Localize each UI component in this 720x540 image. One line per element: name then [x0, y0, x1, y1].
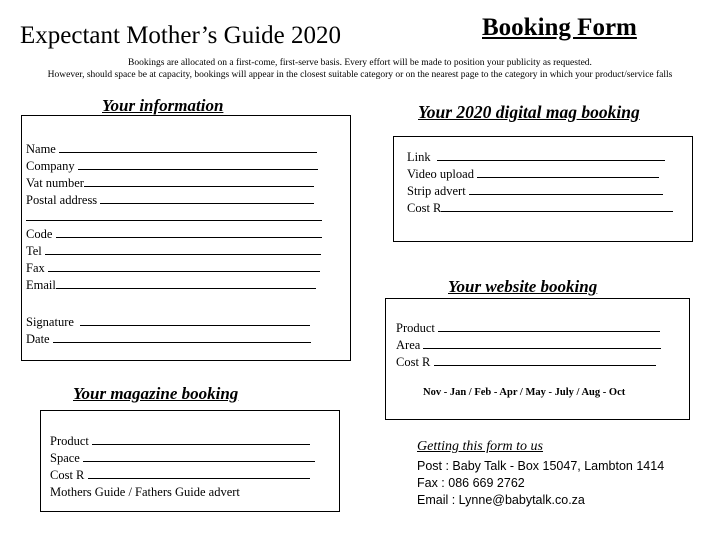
- name-label: Name: [26, 142, 56, 156]
- signature-date-fields: [26, 314, 311, 348]
- vat-line: [84, 175, 314, 187]
- date-field[interactable]: [26, 331, 311, 348]
- tel-field[interactable]: [26, 243, 322, 260]
- code-field[interactable]: [26, 226, 322, 243]
- website-cost-label: Cost R: [396, 355, 431, 369]
- magazine-advert-type[interactable]: [50, 484, 315, 501]
- contact-details: [417, 458, 664, 509]
- name-line: [59, 141, 317, 153]
- company-line: [78, 158, 318, 170]
- vat-field[interactable]: [26, 175, 322, 192]
- contact-email[interactable]: Email : Lynne@babytalk.co.za: [417, 493, 585, 507]
- video-upload-field[interactable]: [407, 166, 673, 183]
- your-information-fields: [26, 141, 322, 294]
- magazine-cost-label: Cost R: [50, 468, 85, 482]
- link-field[interactable]: [407, 149, 673, 166]
- digital-cost-line: [441, 200, 673, 212]
- video-upload-label: Video upload: [407, 167, 474, 181]
- magazine-product-line: [92, 433, 310, 445]
- vat-label: Vat number: [26, 176, 84, 190]
- strip-advert-label: Strip advert: [407, 184, 466, 198]
- magazine-heading: Your magazine booking: [73, 384, 239, 403]
- magazine-product-label: Product: [50, 434, 89, 448]
- email-field[interactable]: [26, 277, 322, 294]
- date-line: [53, 331, 311, 343]
- code-label: Code: [26, 227, 53, 241]
- contact-fax: Fax : 086 669 2762: [417, 476, 525, 490]
- contact-post: Post : Baby Talk - Box 15047, Lambton 1414: [417, 459, 665, 473]
- postal-extra-line: [26, 209, 322, 221]
- digital-mag-fields: [407, 149, 673, 217]
- company-field[interactable]: [26, 158, 322, 175]
- magazine-advert-label: Mothers Guide / Fathers Guide advert: [50, 485, 240, 499]
- website-product-line: [438, 320, 660, 332]
- booking-form-title: [482, 14, 637, 42]
- email-line: [56, 277, 316, 289]
- magazine-fields: [50, 433, 315, 501]
- company-label: Company: [26, 159, 75, 173]
- magazine-cost-line: [88, 467, 310, 479]
- website-cost-line: [434, 354, 656, 366]
- digital-mag-heading: Your 2020 digital mag booking: [418, 102, 640, 122]
- contact-heading: Getting this form to us: [417, 439, 544, 454]
- website-heading: Your website booking: [448, 277, 598, 296]
- website-area-line: [423, 337, 661, 349]
- postal-label: Postal address: [26, 193, 98, 207]
- code-line: [56, 226, 322, 238]
- strip-advert-field[interactable]: [407, 183, 673, 200]
- capacity-note: However, should space be at capacity, bookings will appear in the closest suitable category or on the nearest page to the category in which your product/service falls: [47, 70, 673, 80]
- magazine-space-line: [83, 450, 315, 462]
- booking-months: Nov - Jan / Feb - Apr / May - July / Aug - Oct: [423, 387, 626, 398]
- your-information-heading: Your information: [102, 96, 224, 115]
- link-label: Link: [407, 150, 431, 164]
- booking-form-title-text: Booking Form: [482, 14, 637, 41]
- website-product-field[interactable]: [396, 320, 661, 337]
- fax-line: [48, 260, 320, 272]
- strip-advert-line: [469, 183, 663, 195]
- digital-cost-label: Cost R: [407, 201, 442, 215]
- guide-title: Expectant Mother’s Guide 2020: [20, 22, 341, 49]
- name-field[interactable]: [26, 141, 322, 158]
- tel-label: Tel: [26, 244, 42, 258]
- magazine-space-field[interactable]: [50, 450, 315, 467]
- email-label: Email: [26, 278, 56, 292]
- date-label: Date: [26, 332, 50, 346]
- postal-extra-field[interactable]: [26, 209, 322, 226]
- magazine-cost-field[interactable]: [50, 467, 315, 484]
- website-fields: [396, 320, 661, 371]
- magazine-space-label: Space: [50, 451, 80, 465]
- tel-line: [45, 243, 321, 255]
- website-cost-field[interactable]: [396, 354, 661, 371]
- video-upload-line: [477, 166, 659, 178]
- signature-line: [80, 314, 310, 326]
- signature-label: Signature: [26, 315, 74, 329]
- signature-field[interactable]: [26, 314, 311, 331]
- postal-field[interactable]: [26, 192, 322, 209]
- website-product-label: Product: [396, 321, 435, 335]
- link-line: [437, 149, 665, 161]
- fax-label: Fax: [26, 261, 45, 275]
- postal-line: [100, 192, 314, 204]
- website-area-label: Area: [396, 338, 421, 352]
- digital-cost-field[interactable]: [407, 200, 673, 217]
- website-area-field[interactable]: [396, 337, 661, 354]
- fax-field[interactable]: [26, 260, 322, 277]
- allocation-note: Bookings are allocated on a first-come, first-serve basis. Every effort will be made to position your publicity as requested.: [128, 58, 592, 68]
- magazine-product-field[interactable]: [50, 433, 315, 450]
